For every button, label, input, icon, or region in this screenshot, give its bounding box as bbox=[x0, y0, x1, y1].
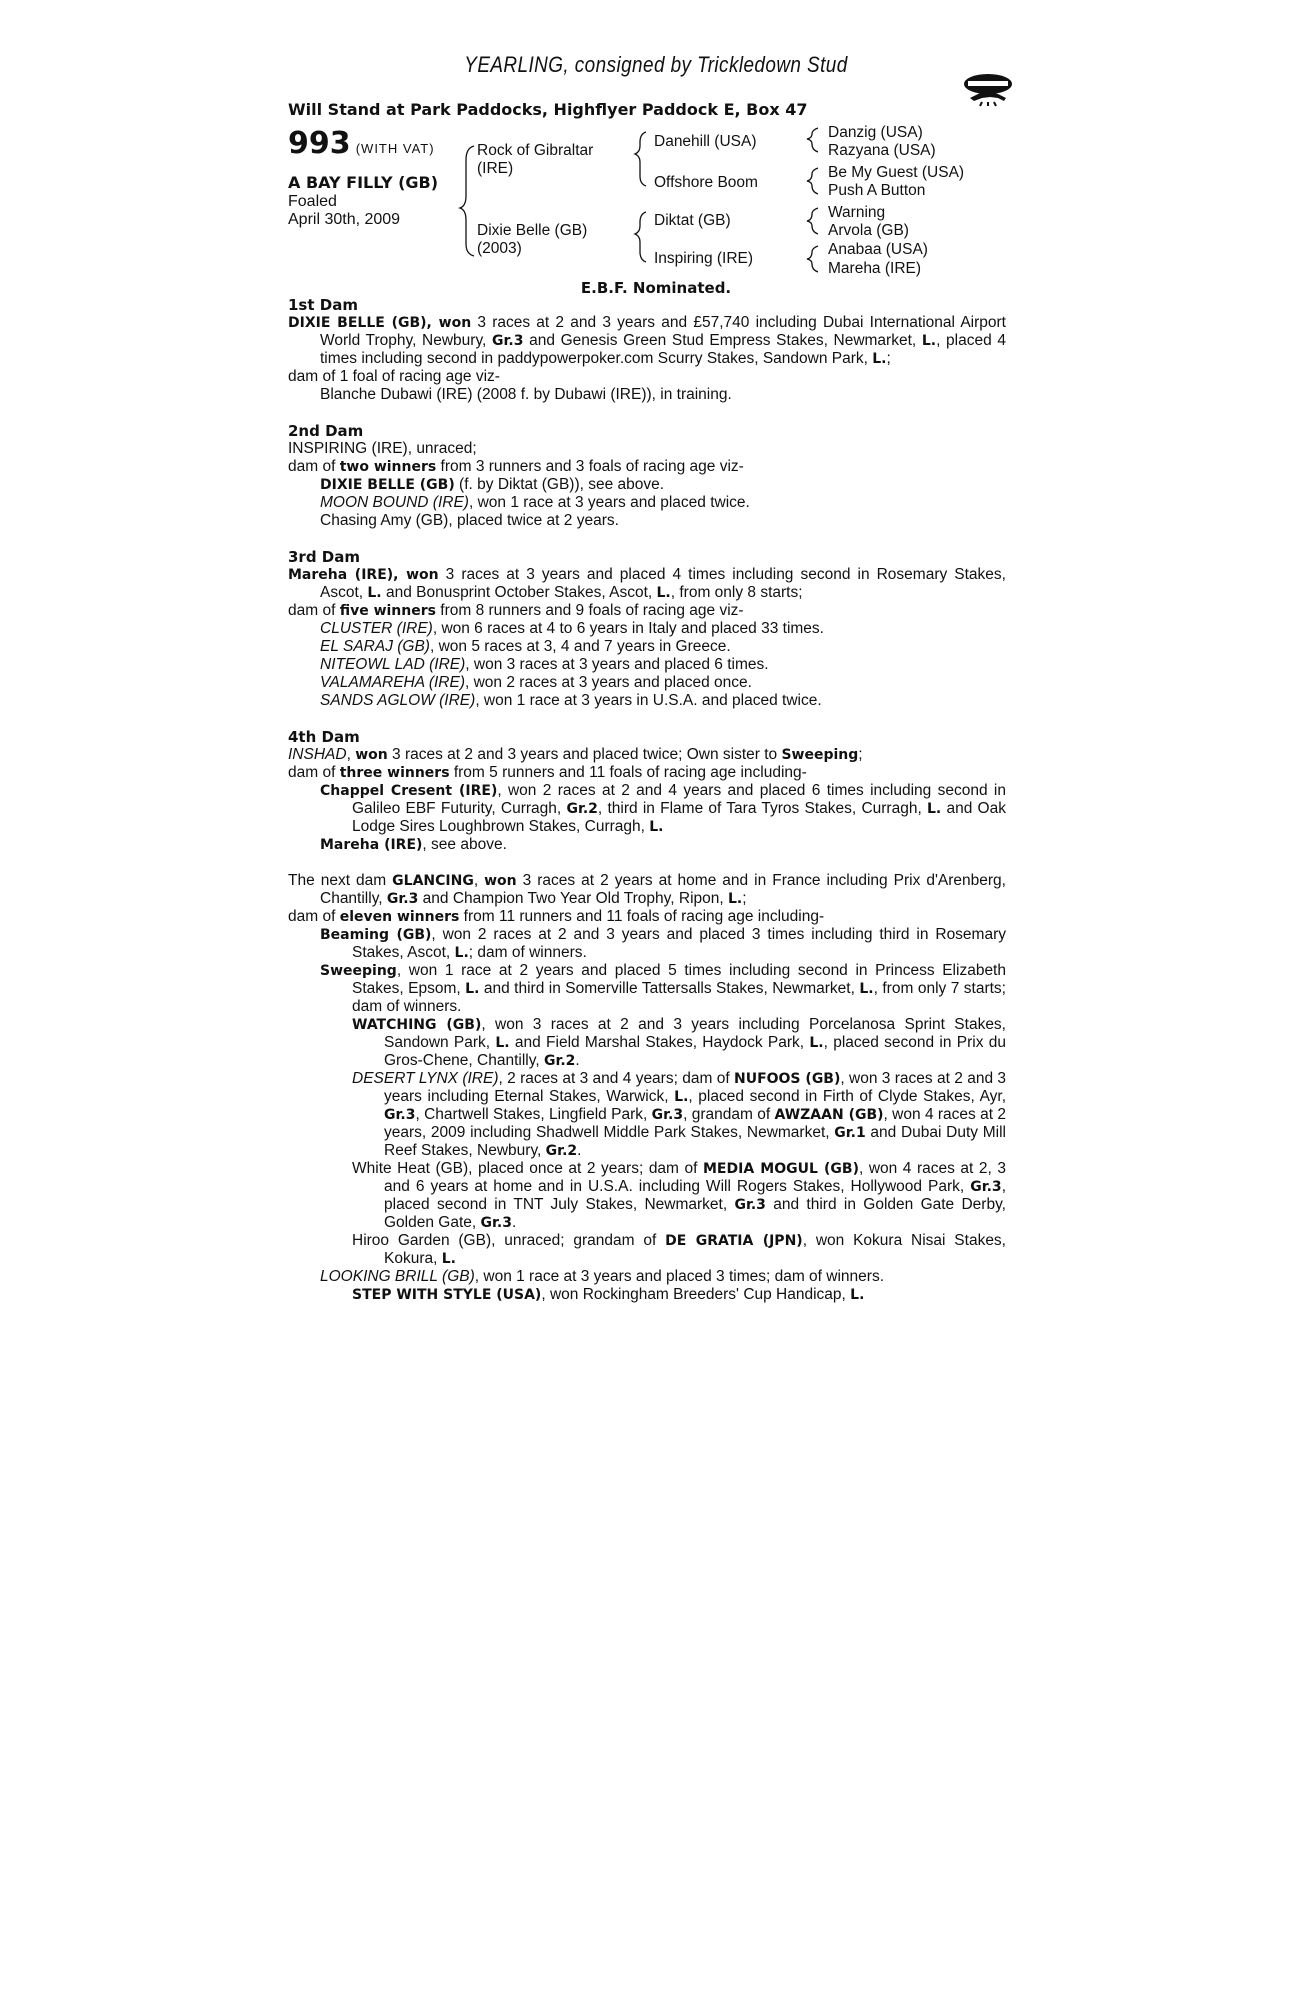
pedigree-g6: Arvola (GB) bbox=[828, 222, 909, 239]
next-dam-produce-beaming: Beaming (GB), won 2 races at 2 and 3 years and placed 3 times including third in Rosemary Stakes, Ascot, L.; dam of winners. bbox=[320, 926, 1006, 961]
first-dam-record: DIXIE BELLE (GB), won 3 races at 2 and 3 years and £57,740 including Dubai International Airport World Trophy, Newbury, Gr.3 and Genesis Green Stud Empress Stakes, Newmarket, L., placed 4 times including second in paddypowerpoker.com Scurry Stakes, Sandown Park, L.; bbox=[288, 314, 1007, 367]
second-dam-produce-1: DIXIE BELLE (GB) (f. by Diktat (GB)), see above. bbox=[320, 476, 665, 493]
third-dam-produce-4: VALAMAREHA (IRE), won 2 races at 3 years and placed once. bbox=[320, 674, 752, 691]
next-dam-produce-white-heat: White Heat (GB), placed once at 2 years; dam of MEDIA MOGUL (GB), won 4 races at 2, 3 and 6 years at home and in U.S.A. including Will Rogers Stakes, Hollywood Park, Gr.3, placed second in TNT July Stakes, Newmarket, Gr.3 and third in Golden Gate Derby, Golden Gate, Gr.3. bbox=[352, 1160, 1006, 1231]
pedigree-dam-sire: Diktat (GB) bbox=[654, 212, 731, 229]
stand-location: Will Stand at Park Paddocks, Highflyer Paddock E, Box 47 bbox=[288, 100, 808, 119]
fourth-dam-dam-of: dam of three winners from 5 runners and 11 foals of racing age including- bbox=[288, 764, 807, 781]
produce-record bbox=[288, 296, 1006, 1304]
pedigree-dam: Dixie Belle (GB) (2003) bbox=[477, 222, 588, 257]
pedigree-dam-dam: Inspiring (IRE) bbox=[654, 250, 754, 267]
next-dam-produce-desert-lynx: DESERT LYNX (IRE), 2 races at 3 and 4 years; dam of NUFOOS (GB), won 3 races at 2 and 3 years including Eternal Stakes, Warwick, L., placed second in Firth of Clyde Stakes, Ayr, Gr.3, Chartwell Stakes, Lingfield Park, Gr.3, grandam of AWZAAN (GB), won 4 races at 2 years, 2009 including Shadwell Middle Park Stakes, Newmarket, Gr.1 and Dubai Duty Mill Reef Stakes, Newbury, Gr.2. bbox=[352, 1070, 1007, 1159]
ebf-nomination: E.B.F. Nominated. bbox=[580, 279, 732, 297]
third-dam-produce-3: NITEOWL LAD (IRE), won 3 races at 3 years and placed 6 times. bbox=[320, 656, 769, 673]
foaled-date: April 30th, 2009 bbox=[288, 211, 401, 228]
fourth-dam-heading: 4th Dam bbox=[288, 728, 360, 746]
foaled-label: Foaled bbox=[288, 193, 337, 210]
next-dam-produce-looking-brill: LOOKING BRILL (GB), won 1 race at 3 years and placed 3 times; dam of winners. bbox=[320, 1268, 885, 1285]
first-dam-dam-of: dam of 1 foal of racing age viz- bbox=[288, 368, 500, 385]
first-dam-name: DIXIE BELLE (GB), won bbox=[288, 315, 472, 331]
pedigree-g1: Danzig (USA) bbox=[828, 124, 923, 141]
next-dam-produce-step-with-style: STEP WITH STYLE (USA), won Rockingham Breeders' Cup Handicap, L. bbox=[352, 1286, 865, 1303]
next-dam-produce-sweeping: Sweeping, won 1 race at 2 years and placed 5 times including second in Princess Elizabeth Stakes, Epsom, L. and third in Somerville Tattersalls Stakes, Newmarket, L., from only 7 starts; dam of winners. bbox=[320, 962, 1006, 1015]
pedigree-sire-dam: Offshore Boom bbox=[654, 174, 758, 191]
fourth-dam-produce-1: Chappel Cresent (IRE), won 2 races at 2 and 4 years and placed 6 times including second in Galileo EBF Futurity, Curragh, Gr.2, third in Flame of Tara Tyros Stakes, Curragh, L. and Oak Lodge Sires Loughbrown Stakes, Curragh, L. bbox=[320, 782, 1006, 835]
consigner-heading: YEARLING, consigned by Trickledown Stud bbox=[464, 52, 848, 77]
next-dam-dam-of: dam of eleven winners from 11 runners and 11 foals of racing age including- bbox=[288, 908, 825, 925]
pedigree-g4: Push A Button bbox=[828, 182, 926, 199]
pedigree-sire: Rock of Gibraltar (IRE) bbox=[477, 142, 594, 177]
third-dam-record: Mareha (IRE), won 3 races at 3 years and placed 4 times including second in Rosemary Stakes, Ascot, L. and Bonusprint October Stakes, Ascot, L., from only 8 starts; bbox=[288, 566, 1006, 601]
next-dam-produce-watching: WATCHING (GB), won 3 races at 2 and 3 years including Porcelanosa Sprint Stakes, Sandown Park, L. and Field Marshal Stakes, Haydock Park, L., placed second in Prix du Gros-Chene, Chantilly, Gr.2. bbox=[352, 1016, 1006, 1069]
third-dam-dam-of: dam of five winners from 8 runners and 9 foals of racing age viz- bbox=[288, 602, 744, 619]
pedigree-g2: Razyana (USA) bbox=[828, 142, 936, 159]
second-dam-line: INSPIRING (IRE), unraced; bbox=[288, 440, 477, 457]
vat-note: (WITH VAT) bbox=[355, 141, 435, 156]
first-dam-heading: 1st Dam bbox=[288, 296, 358, 314]
pedigree-sire-sire: Danehill (USA) bbox=[654, 133, 757, 150]
second-dam-heading: 2nd Dam bbox=[288, 422, 364, 440]
second-dam-produce-2: MOON BOUND (IRE), won 1 race at 3 years and placed twice. bbox=[320, 494, 750, 511]
third-dam-produce-1: CLUSTER (IRE), won 6 races at 4 to 6 years in Italy and placed 33 times. bbox=[320, 620, 824, 637]
pedigree-g3: Be My Guest (USA) bbox=[828, 164, 965, 181]
third-dam-produce-2: EL SARAJ (GB), won 5 races at 3, 4 and 7 years in Greece. bbox=[320, 638, 731, 655]
third-dam-produce-5: SANDS AGLOW (IRE), won 1 race at 3 years in U.S.A. and placed twice. bbox=[320, 692, 822, 709]
second-dam-dam-of: dam of two winners from 3 runners and 3 foals of racing age viz- bbox=[288, 458, 744, 475]
lot-number-value: 993 bbox=[288, 126, 351, 161]
fourth-dam-produce-2: Mareha (IRE), see above. bbox=[320, 836, 507, 853]
pedigree-g7: Anabaa (USA) bbox=[828, 241, 928, 258]
first-dam-foal: Blanche Dubawi (IRE) (2008 f. by Dubawi (IRE)), in training. bbox=[320, 386, 732, 403]
pedigree-g5: Warning bbox=[828, 204, 886, 221]
fourth-dam-record: INSHAD, won 3 races at 2 and 3 years and placed twice; Own sister to Sweeping; bbox=[288, 746, 863, 763]
next-dam-record: The next dam GLANCING, won 3 races at 2 years at home and in France including Prix d'Arenberg, Chantilly, Gr.3 and Champion Two Year Old Trophy, Ripon, L.; bbox=[288, 872, 1006, 907]
next-dam-produce-hiroo-garden: Hiroo Garden (GB), unraced; grandam of DE GRATIA (JPN), won Kokura Nisai Stakes, Kokura, L. bbox=[352, 1232, 1006, 1267]
third-dam-heading: 3rd Dam bbox=[288, 548, 360, 566]
pedigree-g8: Mareha (IRE) bbox=[828, 260, 922, 277]
horse-name: A BAY FILLY (GB) bbox=[288, 173, 439, 192]
second-dam-produce-3: Chasing Amy (GB), placed twice at 2 years. bbox=[320, 512, 619, 529]
